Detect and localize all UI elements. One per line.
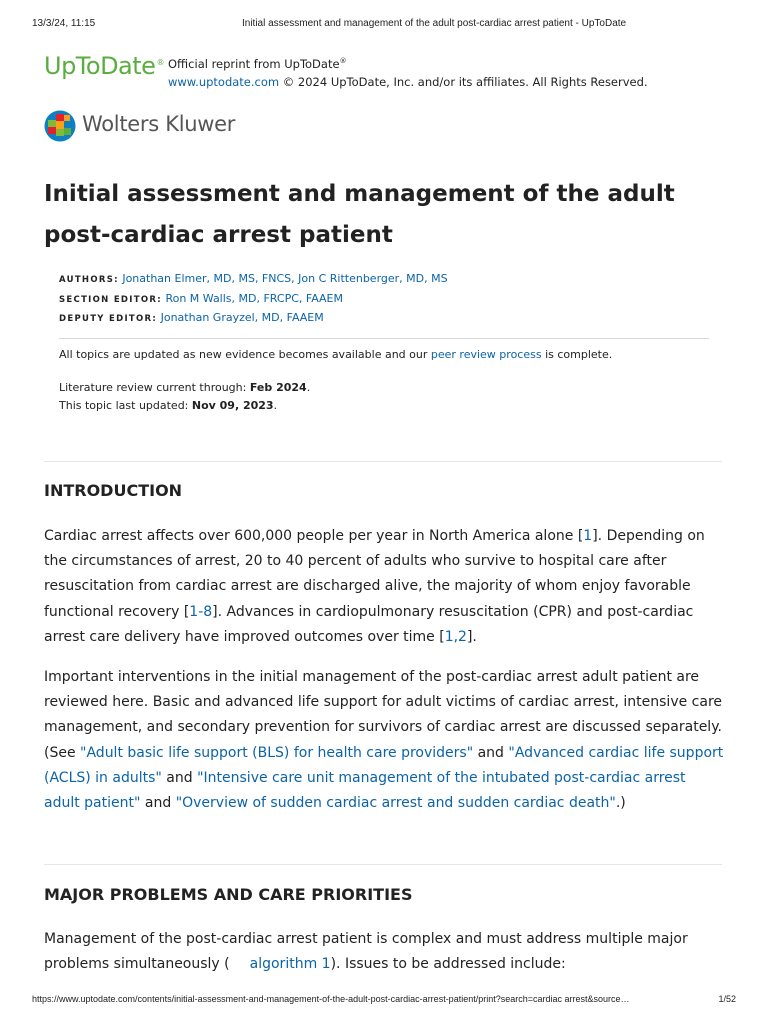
reprint-notice: Official reprint from UpToDate® www.uptodate.com © 2024 UpToDate, Inc. and/or its affiliates. All Rights Reserved.: [168, 56, 648, 89]
print-date: 13/3/24, 11:15: [32, 18, 96, 29]
deputy-editor-link[interactable]: Jonathan Grayzel, MD, FAAEM: [160, 311, 324, 324]
print-url: https://www.uptodate.com/contents/initial-assessment-and-management-of-the-adult-post-cardiac-arrest-patient/print?search=cardiac arrest&source…: [32, 994, 630, 1004]
review-dates: [59, 379, 709, 415]
section-editor-link[interactable]: Ron M Walls, MD, FRCPC, FAAEM: [165, 291, 344, 305]
last-updated-line: This topic last updated: Nov 09, 2023.: [59, 399, 278, 412]
uptodate-logo: UpToDate®: [44, 52, 164, 80]
print-doc-title: Initial assessment and management of the adult post-cardiac arrest patient - UpToDate: [242, 18, 627, 29]
reference-link[interactable]: 1: [583, 528, 593, 544]
literature-review-line: Literature review current through: Feb 2024.: [59, 381, 311, 394]
print-footer: [32, 994, 736, 1008]
section-editor-line: SECTION EDITOR: Ron M Walls, MD, FRCPC, FAAEM: [59, 291, 344, 305]
wolters-kluwer-wordmark: Wolters Kluwer: [82, 112, 236, 136]
topic-link-icu[interactable]: "Intensive care unit management of the intubated post-cardiac arrest adult patient": [44, 769, 686, 812]
reference-link[interactable]: 1-8: [189, 603, 213, 620]
divider: [44, 461, 722, 462]
uptodate-site-link[interactable]: www.uptodate.com: [168, 74, 280, 89]
update-note: All topics are updated as new evidence becomes available and our peer review process is complete.: [59, 348, 613, 361]
algorithm-link[interactable]: algorithm 1: [249, 956, 331, 973]
divider: [59, 338, 709, 339]
major-problems-paragraph: Management of the post-cardiac arrest patient is complex and must address multiple major problems simultaneously ( algorithm 1). Issues to be addressed include:: [44, 931, 688, 973]
topic-link-bls[interactable]: "Adult basic life support (BLS) for health care providers": [80, 744, 474, 761]
print-header: [32, 18, 736, 32]
topic-link-sudden-death[interactable]: "Overview of sudden cardiac arrest and sudden cardiac death": [175, 795, 616, 812]
section-heading-major-problems: MAJOR PROBLEMS AND CARE PRIORITIES: [44, 885, 413, 904]
authors-link[interactable]: Jonathan Elmer, MD, MS, FNCS, Jon C Rittenberger, MD, MS: [122, 272, 448, 285]
intro-paragraph-1: Cardiac arrest affects over 600,000 people per year in North America alone [1]. Depending on the circumstances of arrest, 20 to 40 percent of adults who survive to hospital care after resuscitation from cardiac arrest are discharged alive, the majority of whom enjoy favorable functional recovery [1-8]. Advances in cardiopulmonary resuscitation (CPR) and post-cardiac arrest care delivery have improved outcomes over time [1,2].: [44, 528, 705, 645]
topic-link-acls[interactable]: "Advanced cardiac life support (ACLS) in adults": [44, 744, 724, 786]
article-credits: [59, 270, 709, 329]
intro-paragraph-2: Important interventions in the initial management of the post-cardiac arrest adult patient are reviewed here. Basic and advanced life support for adult victims of cardiac arrest, intensive care management, and secondary prevention for survivors of cardiac arrest are discussed separately. (See "Adult basic life support (BLS) for health care providers" and "Advanced cardiac life support (ACLS) in adults" and "Intensive care unit management of the intubated post-cardiac arrest adult patient" and "Overview of sudden cardiac arrest and sudden cardiac death".): [44, 669, 724, 812]
divider: [44, 864, 722, 865]
reference-link[interactable]: 1,2: [444, 628, 467, 645]
peer-review-link[interactable]: peer review process: [430, 348, 542, 361]
copyright-text: © 2024 UpToDate, Inc. and/or its affiliates. All Rights Reserved.: [282, 74, 648, 89]
authors-line: AUTHORS: Jonathan Elmer, MD, MS, FNCS, Jon C Rittenberger, MD, MS: [59, 272, 448, 285]
deputy-editor-line: DEPUTY EDITOR: Jonathan Grayzel, MD, FAAEM: [59, 311, 324, 324]
wolters-kluwer-mosaic-icon: [44, 110, 76, 142]
page-number: 1/52: [718, 994, 736, 1004]
article-title: Initial assessment and management of the adult post-cardiac arrest patient: [44, 181, 675, 248]
section-heading-introduction: INTRODUCTION: [44, 481, 183, 500]
